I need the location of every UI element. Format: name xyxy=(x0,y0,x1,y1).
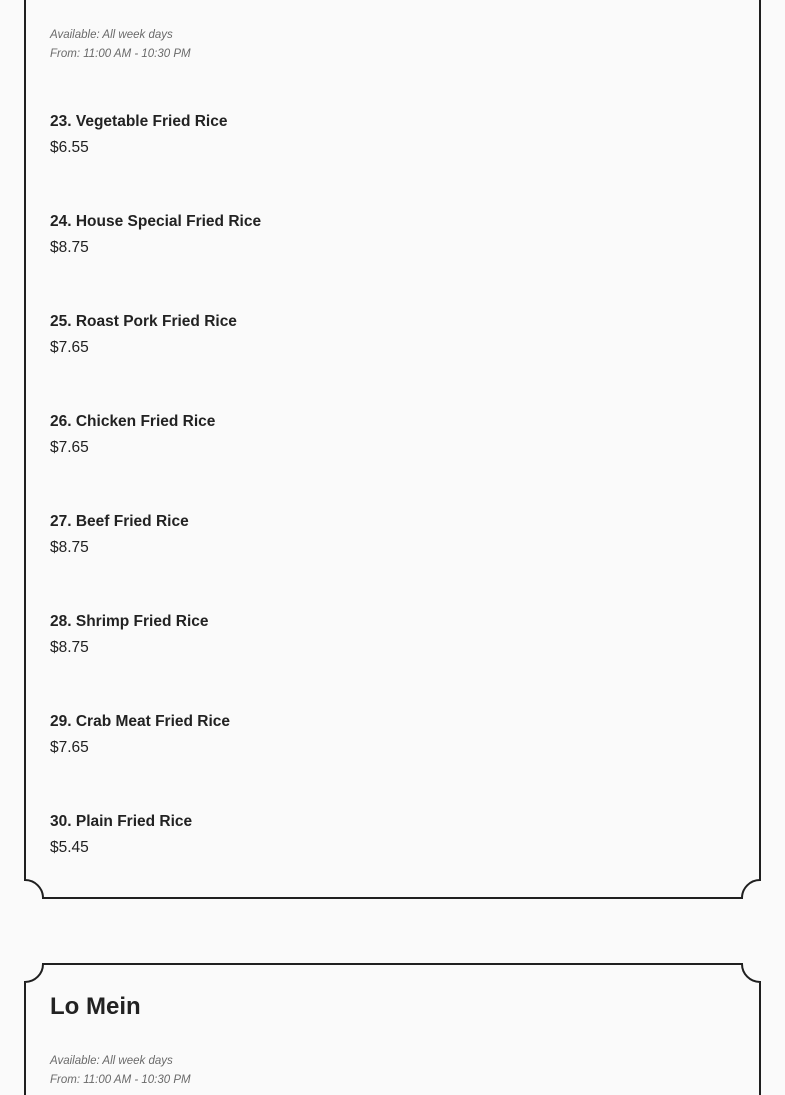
availability-days: Available: All week days xyxy=(50,1055,173,1067)
menu-item-price: $8.75 xyxy=(50,539,89,556)
menu-item-price: $5.45 xyxy=(50,839,89,856)
menu-item[interactable] xyxy=(50,112,227,158)
availability-info xyxy=(50,1052,191,1090)
menu-item-name: 29. Crab Meat Fried Rice xyxy=(50,713,231,730)
menu-item-price: $7.65 xyxy=(50,739,89,756)
availability-hours: From: 11:00 AM - 10:30 PM xyxy=(50,48,191,60)
menu-item[interactable] xyxy=(50,512,189,558)
menu-item-price: $8.75 xyxy=(50,239,89,256)
menu-item[interactable] xyxy=(50,612,209,658)
menu-item-name: 24. House Special Fried Rice xyxy=(50,213,262,230)
menu-item-price: $7.65 xyxy=(50,339,89,356)
menu-item[interactable] xyxy=(50,412,215,458)
menu-item-price: $6.55 xyxy=(50,139,89,156)
menu-item[interactable] xyxy=(50,712,230,758)
menu-item-price: $8.75 xyxy=(50,639,89,656)
availability-info xyxy=(50,26,191,64)
menu-item[interactable] xyxy=(50,312,237,358)
menu-item-price: $7.65 xyxy=(50,439,89,456)
menu-item[interactable] xyxy=(50,212,261,258)
menu-item-name: 26. Chicken Fried Rice xyxy=(50,413,216,430)
menu-item-name: 25. Roast Pork Fried Rice xyxy=(50,313,237,330)
availability-days: Available: All week days xyxy=(50,29,173,41)
menu-item-name: 28. Shrimp Fried Rice xyxy=(50,613,209,630)
menu-item-name: 30. Plain Fried Rice xyxy=(50,813,193,830)
availability-hours: From: 11:00 AM - 10:30 PM xyxy=(50,1074,191,1086)
menu-item-name: 23. Vegetable Fried Rice xyxy=(50,113,228,130)
section-title: Lo Mein xyxy=(50,993,141,1020)
menu-item-name: 27. Beef Fried Rice xyxy=(50,513,189,530)
menu-item[interactable] xyxy=(50,812,192,858)
